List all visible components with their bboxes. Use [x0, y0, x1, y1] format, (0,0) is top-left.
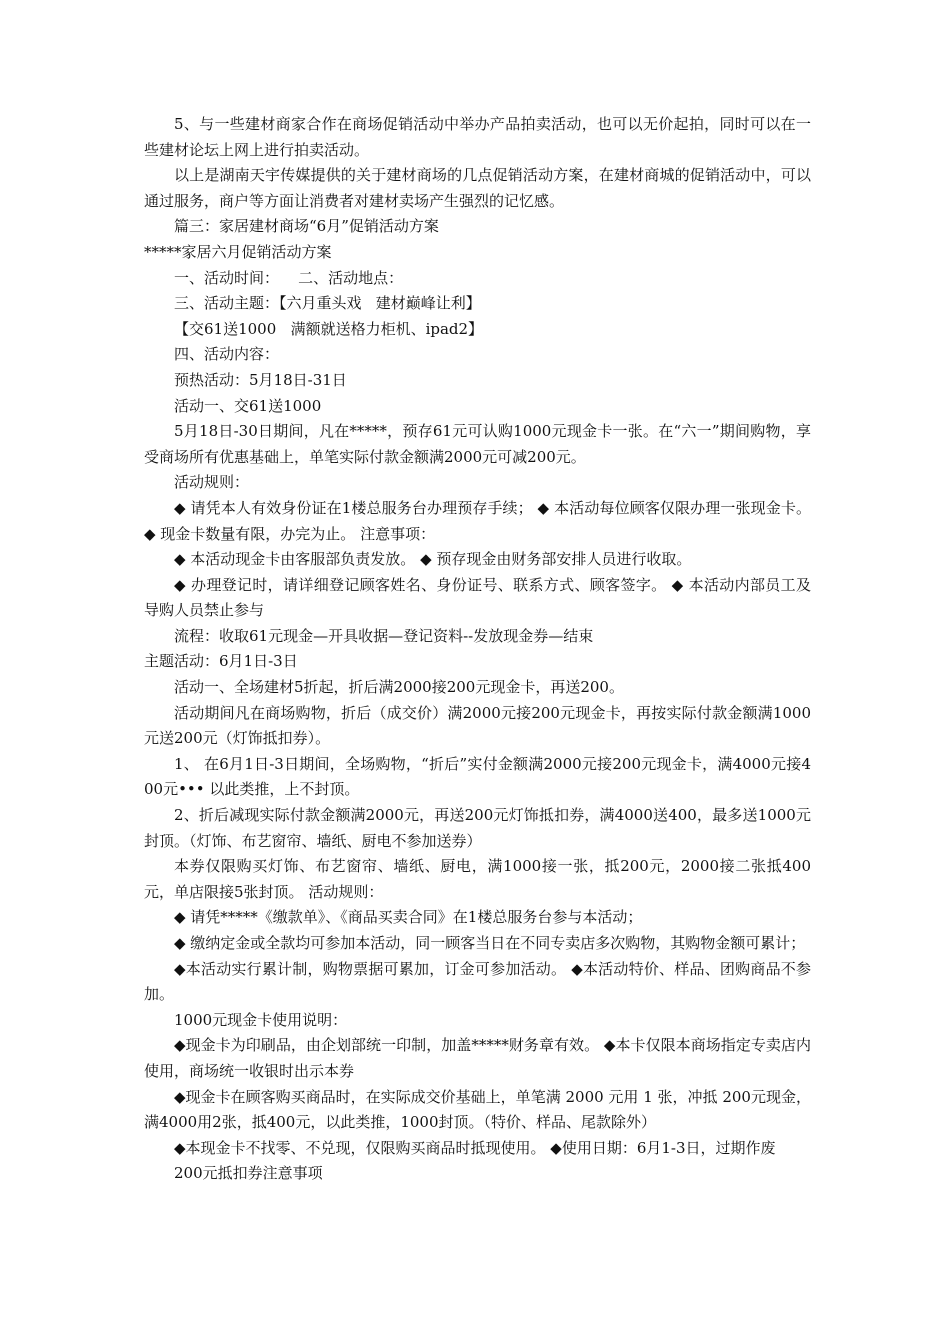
- rule-item: ◆ 请凭*****《缴款单》、《商品买卖合同》在1楼总服务台参与本活动；: [174, 908, 643, 927]
- rule-item: ◆本活动实行累计制，购物票据可累加，订金可参加活动。 ◆本活动特价、样品、团购商品不参加。: [144, 959, 811, 1004]
- paragraph: 本券仅限购买灯饰、布艺窗帘、墙纸、厨电，满1000接一张，抵200元，2000接二张抵400元，单店限接5张封顶。 活动规则：: [144, 857, 811, 901]
- paragraph: 四、活动内容：: [174, 345, 280, 364]
- paragraph: 【交61送1000 满额就送格力柜机、ipad2】: [174, 319, 484, 338]
- paragraph: 活动期间凡在商场购物，折后（成交价）满2000元接200元现金卡，再按实际付款金额满1000元送200元（灯饰抵扣券）。: [144, 703, 811, 748]
- paragraph: 活动一、全场建材5折起，折后满2000接200元现金卡，再送200。: [174, 678, 624, 697]
- paragraph: 5月18日-30日期间，凡在*****，预存61元可认购1000元现金卡一张。在“六一”期间购物，享受商场所有优惠基础上，单笔实际付款金额满2000元可减200元。: [144, 422, 811, 466]
- paragraph: 三、活动主题：【六月重头戏 建材巅峰让利】: [174, 294, 481, 313]
- document-page: [144, 112, 816, 1187]
- rule-item: ◆ 办理登记时，请详细登记顾客姓名、身份证号、联系方式、顾客签字。 ◆ 本活动内部员工及导购人员禁止参与: [144, 575, 811, 620]
- rule-item: ◆现金卡为印刷品，由企划部统一印制，加盖*****财务章有效。 ◆本卡仅限本商场指定专卖店内使用，商场统一收银时出示本券: [144, 1036, 811, 1080]
- rule-item: ◆ 请凭本人有效身份证在1楼总服务台办理预存手续； ◆ 本活动每位顾客仅限办理一张现金卡。 ◆ 现金卡数量有限，办完为止。 注意事项：: [144, 498, 816, 543]
- rule-item: ◆现金卡在顾客购买商品时，在实际成交价基础上，单笔满 2000 元用 1 张，冲抵 200元现金，满4000用2张，抵400元，以此类推，1000封顶。（特价、样品、尾款除外）: [144, 1087, 811, 1132]
- rule-item: ◆本现金卡不找零、不兑现，仅限购买商品时抵现使用。 ◆使用日期：6月1-3日，过期作废: [174, 1138, 776, 1157]
- paragraph: 2、折后减现实际付款金额满2000元，再送200元灯饰抵扣券，满4000送400，最多送1000元封顶。（灯饰、布艺窗帘、墙纸、厨电不参加送券）: [144, 806, 811, 850]
- paragraph: 活动规则：: [174, 473, 250, 492]
- paragraph: 200元抵扣券注意事项: [174, 1164, 323, 1183]
- paragraph: 一、活动时间： 二、活动地点：: [174, 268, 404, 287]
- section-heading: 篇三：家居建材商场“6月”促销活动方案: [174, 217, 439, 236]
- paragraph: 流程：收取61元现金—开具收据—登记资料--发放现金券—结束: [174, 626, 594, 645]
- paragraph: 主题活动：6月1日-3日: [144, 652, 298, 671]
- rule-item: ◆ 本活动现金卡由客服部负责发放。 ◆ 预存现金由财务部安排人员进行收取。: [174, 550, 692, 569]
- paragraph: 5、与一些建材商家合作在商场促销活动中举办产品拍卖活动，也可以无价起拍，同时可以在一些建材论坛上网上进行拍卖活动。: [144, 115, 811, 159]
- paragraph: 1、 在6月1日-3日期间，全场购物，“折后”实付金额满2000元接200元现金卡，满4000元接400元••• 以此类推，上不封顶。: [144, 754, 811, 799]
- paragraph: 预热活动：5月18日-31日: [174, 370, 347, 389]
- rule-item: ◆ 缴纳定金或全款均可参加本活动，同一顾客当日在不同专卖店多次购物，其购物金额可累计；: [174, 934, 806, 952]
- document-title: *****家居六月促销活动方案: [144, 242, 332, 261]
- paragraph: 活动一、交61送1000: [174, 396, 322, 415]
- paragraph: 以上是湖南天宇传媒提供的关于建材商场的几点促销活动方案，在建材商城的促销活动中，可以通过服务，商户等方面让消费者对建材卖场产生强烈的记忆感。: [144, 166, 811, 210]
- paragraph: 1000元现金卡使用说明：: [174, 1010, 348, 1029]
